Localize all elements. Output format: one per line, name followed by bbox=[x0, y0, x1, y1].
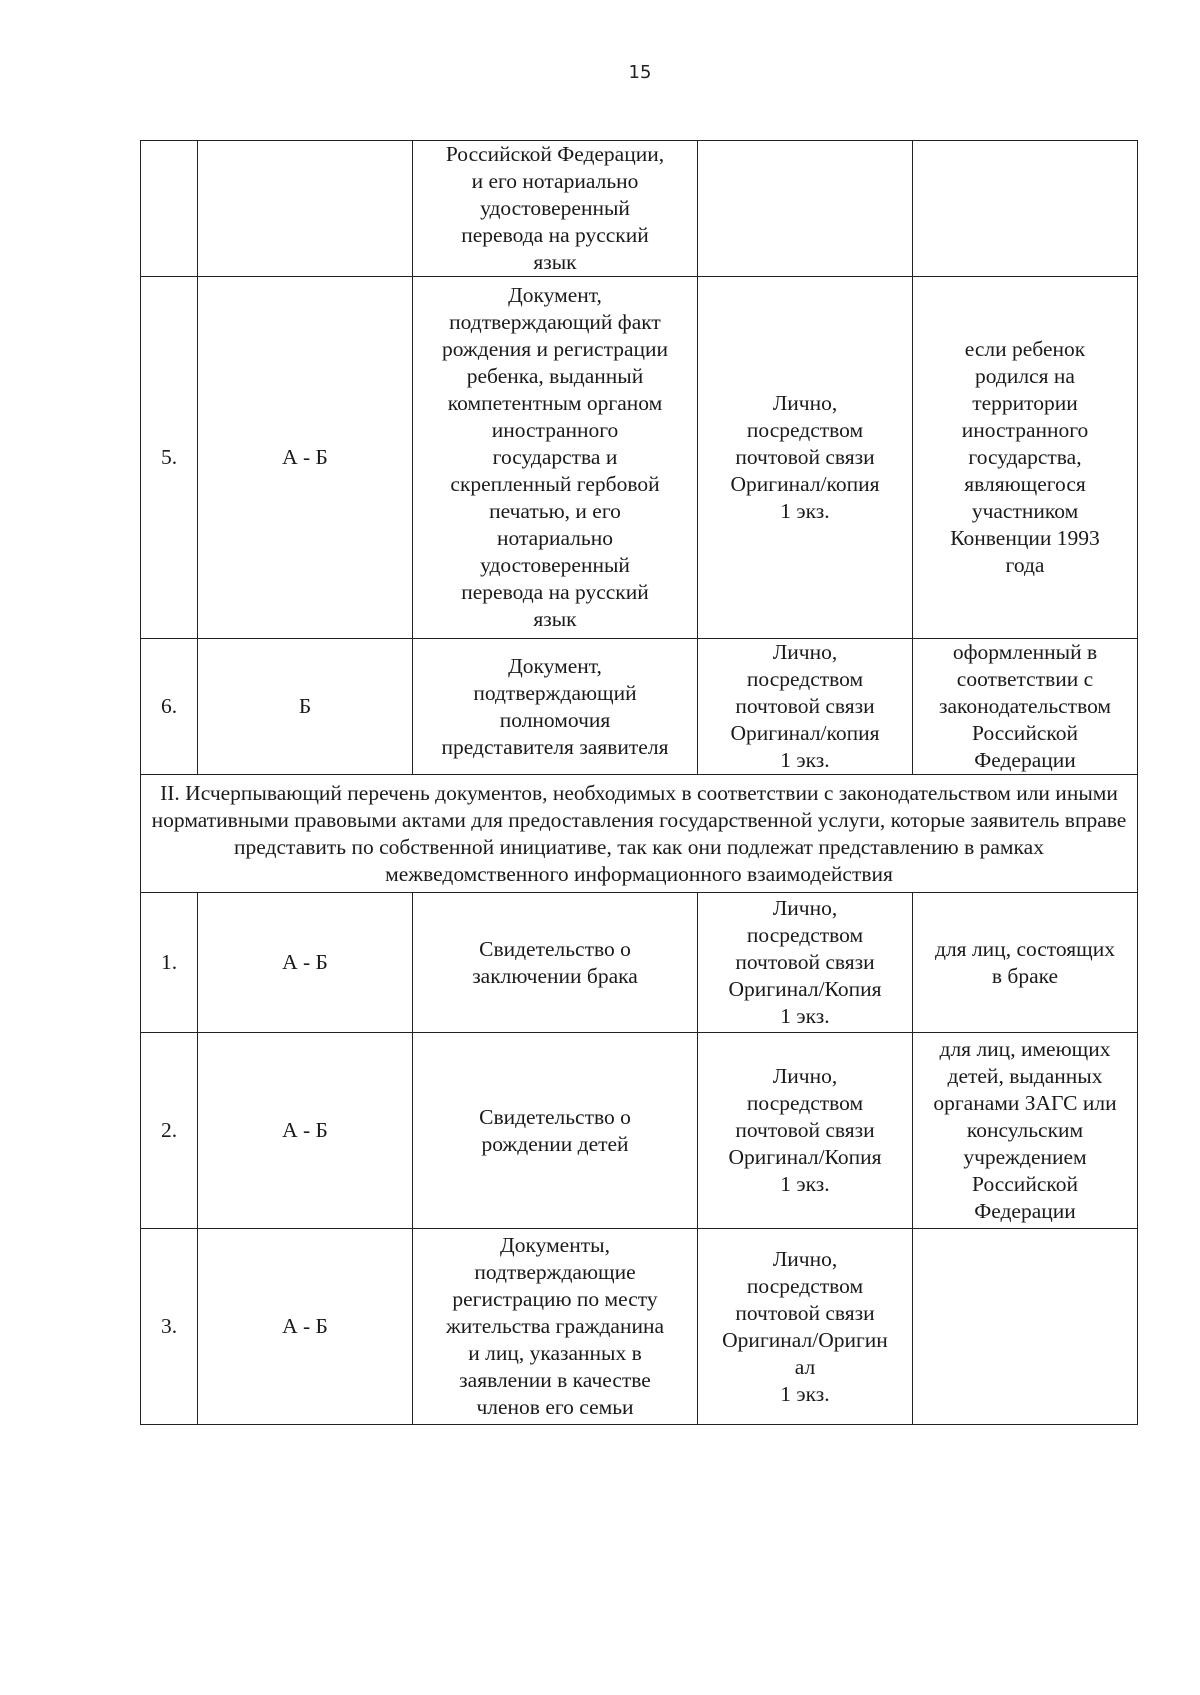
row-number-cell: 6. bbox=[141, 639, 198, 775]
document-name-cell: Свидетельство о заключении брака bbox=[413, 893, 698, 1033]
documents-table bbox=[140, 140, 1138, 1425]
applicant-category-cell: А - Б bbox=[198, 1033, 413, 1229]
table-row bbox=[141, 1229, 1138, 1425]
applicant-category-cell: Б bbox=[198, 639, 413, 775]
applicant-category-cell: А - Б bbox=[198, 893, 413, 1033]
row-number-cell: 5. bbox=[141, 277, 198, 639]
document-name-cell: Российской Федерации, и его нотариально удостоверенный перевода на русский язык bbox=[413, 141, 698, 277]
submission-method-cell: Лично, посредством почтовой связи Оригинал/копия 1 экз. bbox=[698, 639, 913, 775]
page-number: 15 bbox=[628, 62, 652, 83]
applicant-category-cell: А - Б bbox=[198, 277, 413, 639]
submission-method-cell: Лично, посредством почтовой связи Оригинал/Копия 1 экз. bbox=[698, 893, 913, 1033]
submission-method-cell: Лично, посредством почтовой связи Оригинал/Оригин ал 1 экз. bbox=[698, 1229, 913, 1425]
row-number-cell: 1. bbox=[141, 893, 198, 1033]
document-name-cell: Документ, подтверждающий факт рождения и регистрации ребенка, выданный компетентным органом иностранного государства и скрепленный гербовой печатью, и его нотариально удостоверенный перевода на русский язык bbox=[413, 277, 698, 639]
condition-cell: оформленный в соответствии с законодательством Российской Федерации bbox=[913, 639, 1138, 775]
section-header-row bbox=[141, 775, 1138, 893]
table-row bbox=[141, 277, 1138, 639]
table-row bbox=[141, 1033, 1138, 1229]
row-number-cell: 3. bbox=[141, 1229, 198, 1425]
submission-method-cell: Лично, посредством почтовой связи Оригинал/копия 1 экз. bbox=[698, 277, 913, 639]
submission-method-cell bbox=[698, 141, 913, 277]
document-name-cell: Документы, подтверждающие регистрацию по месту жительства гражданина и лиц, указанных в заявлении в качестве членов его семьи bbox=[413, 1229, 698, 1425]
condition-cell: если ребенок родился на территории иностранного государства, являющегося участником Конвенции 1993 года bbox=[913, 277, 1138, 639]
condition-cell: для лиц, состоящих в браке bbox=[913, 893, 1138, 1033]
condition-cell: для лиц, имеющих детей, выданных органами ЗАГС или консульским учреждением Российской Федерации bbox=[913, 1033, 1138, 1229]
row-number-cell: 2. bbox=[141, 1033, 198, 1229]
applicant-category-cell: А - Б bbox=[198, 1229, 413, 1425]
table-row bbox=[141, 893, 1138, 1033]
submission-method-cell: Лично, посредством почтовой связи Оригинал/Копия 1 экз. bbox=[698, 1033, 913, 1229]
applicant-category-cell bbox=[198, 141, 413, 277]
table-row bbox=[141, 639, 1138, 775]
section-header: II. Исчерпывающий перечень документов, необходимых в соответствии с законодательством или иными нормативными правовыми актами для предоставления государственной услуги, которые заявитель вправе представить по собственной инициативе, так как они подлежат представлению в рамках межведомственного информационного взаимодействия bbox=[141, 775, 1138, 893]
condition-cell bbox=[913, 1229, 1138, 1425]
row-number-cell bbox=[141, 141, 198, 277]
condition-cell bbox=[913, 141, 1138, 277]
document-name-cell: Документ, подтверждающий полномочия представителя заявителя bbox=[413, 639, 698, 775]
table-row bbox=[141, 141, 1138, 277]
document-name-cell: Свидетельство о рождении детей bbox=[413, 1033, 698, 1229]
